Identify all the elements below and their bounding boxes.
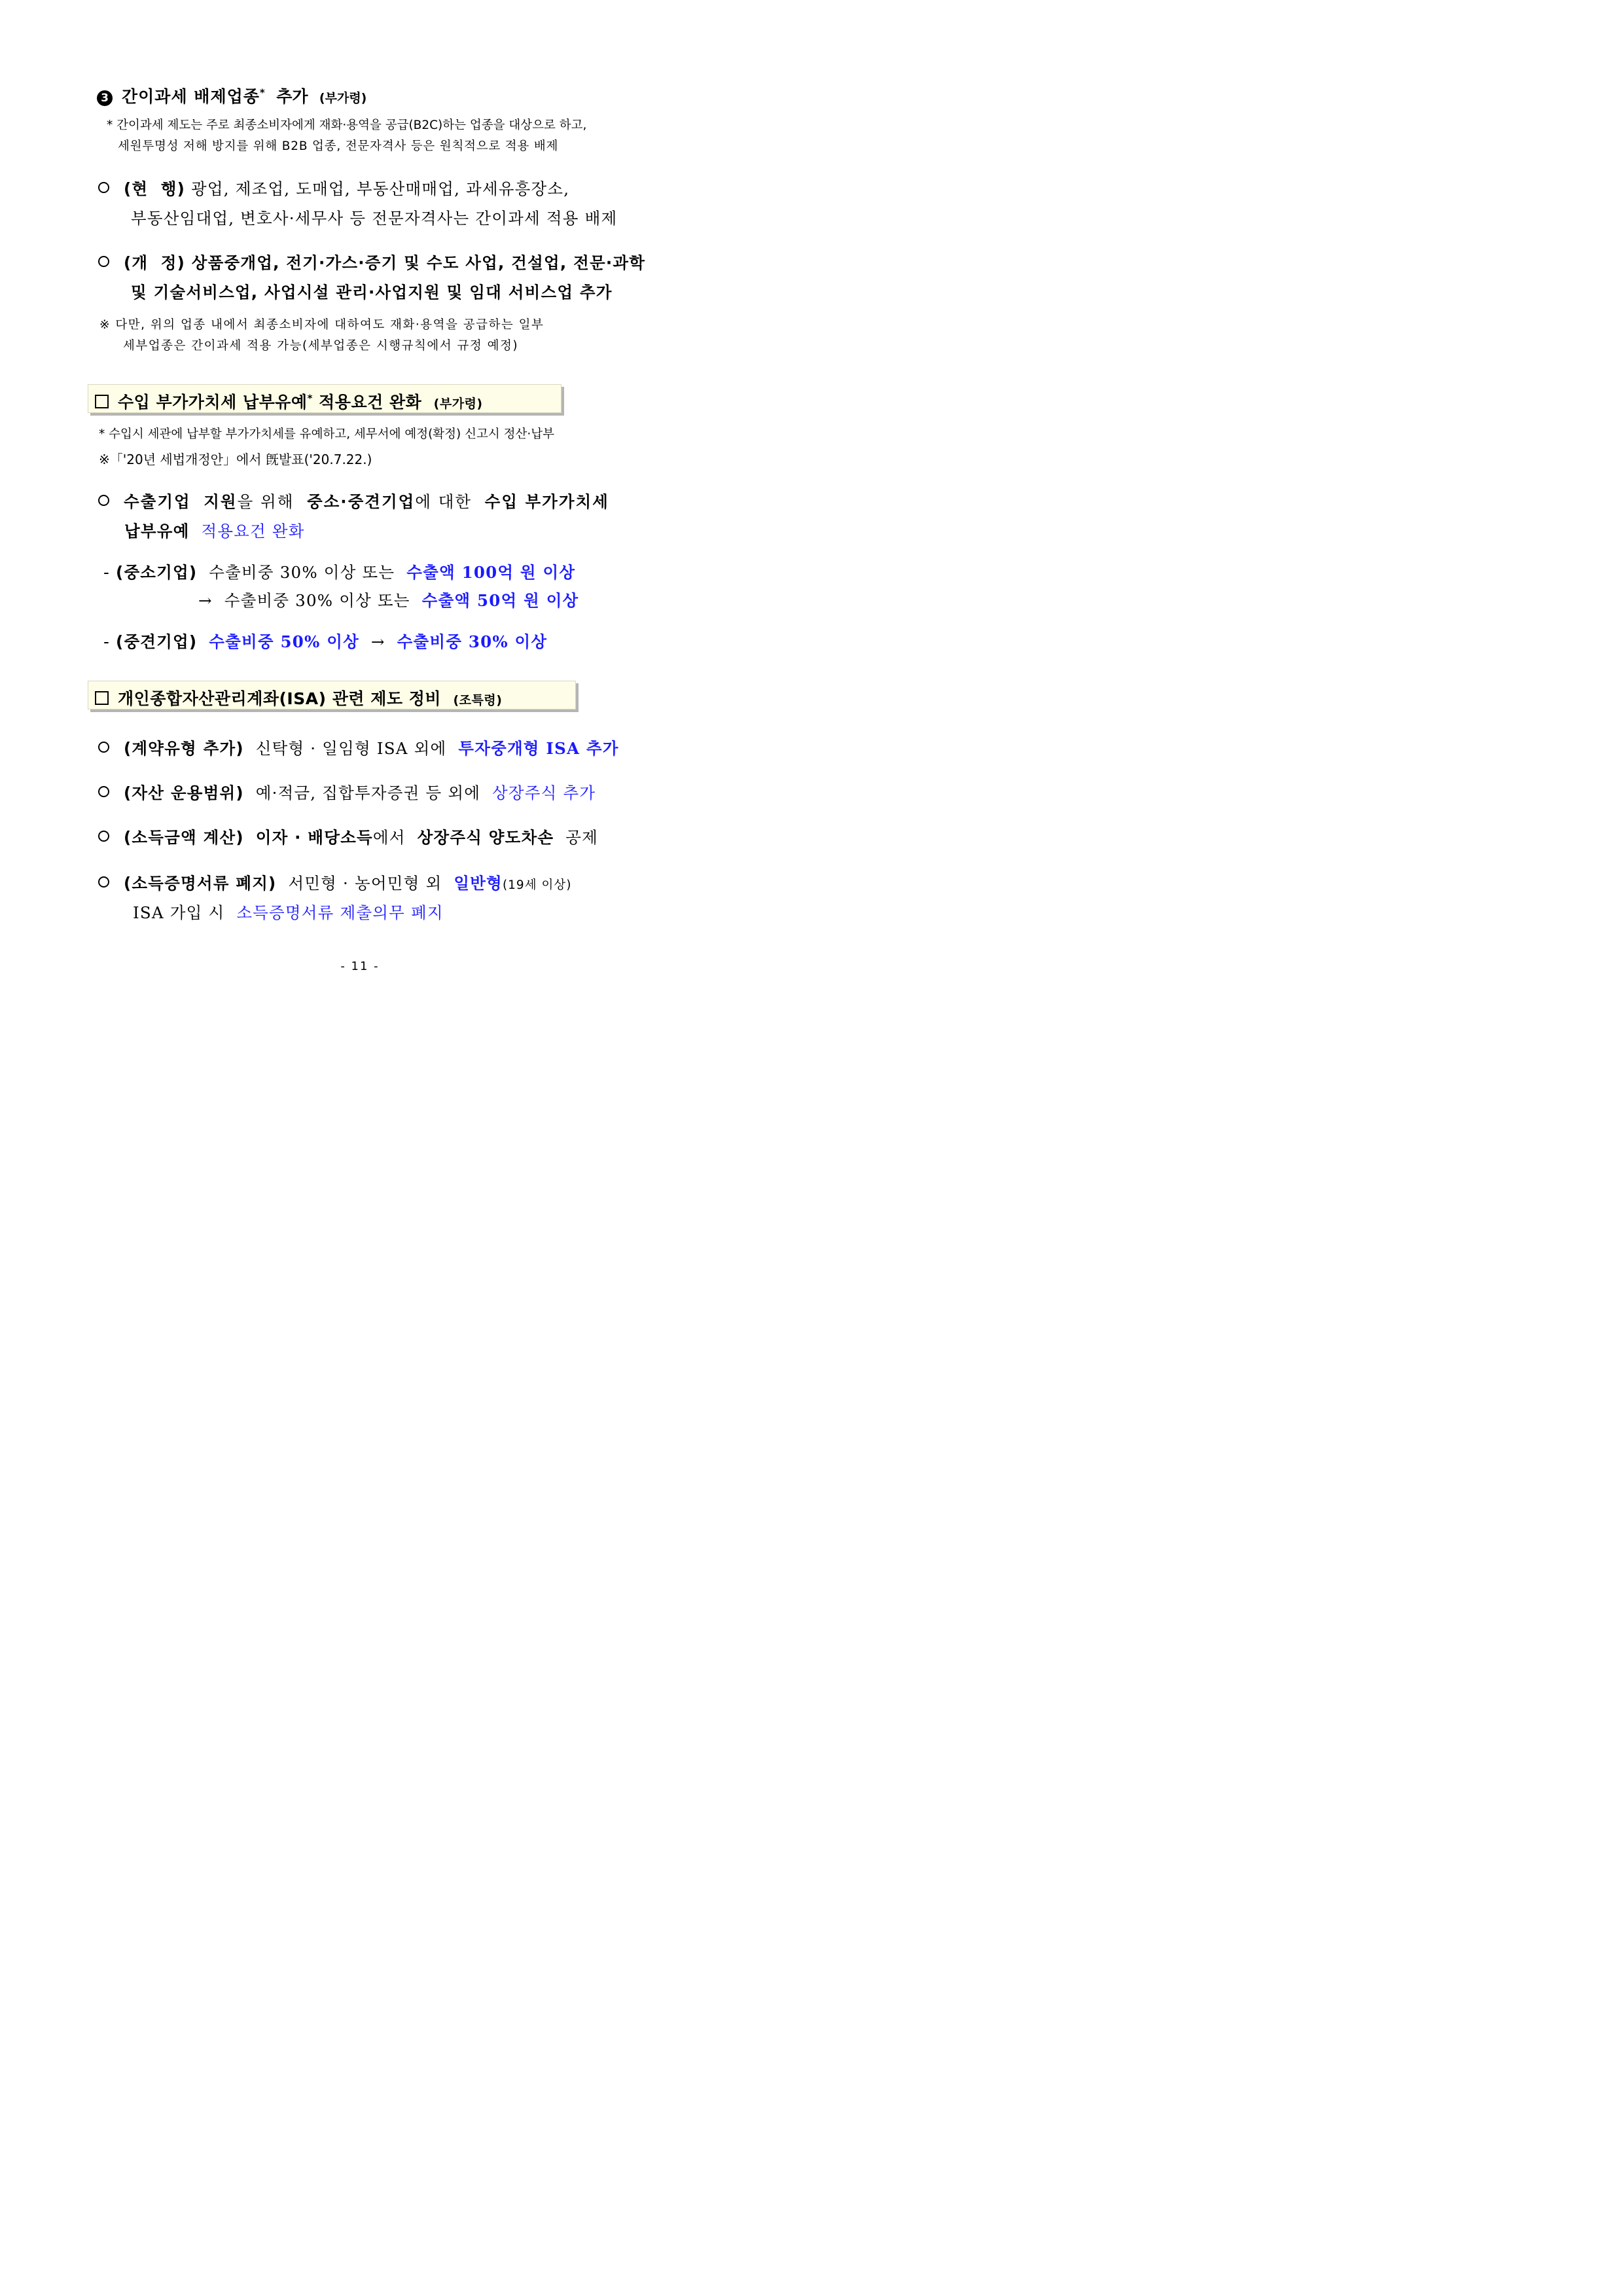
- sec3-current-line1: [98, 177, 569, 200]
- section-3-ref: (부가령): [319, 91, 367, 105]
- text: 수출비중 30% 이상 또는: [209, 563, 395, 582]
- text: 수출비중 30% 이상 또는: [224, 591, 410, 610]
- section-3-add: 추가: [276, 87, 308, 106]
- sec3-note-line1: * 간이과세 제도는 주로 최종소비자에게 재화·용역을 공급(B2C)하는 업종을 대상으로 하고,: [107, 118, 587, 132]
- arrow-icon: →: [198, 591, 213, 610]
- bullet-icon: [98, 256, 109, 267]
- bullet-icon: [98, 182, 109, 193]
- text-blue: 투자중개형 ISA 추가: [458, 739, 619, 758]
- page-number: - 11 -: [340, 960, 380, 973]
- import-note1: * 수입시 세관에 납부할 부가가치세를 유예하고, 세무서에 예정(확정) 신고시 정산·납부: [99, 427, 554, 441]
- text-blue: 소득증명서류 제출의무 폐지: [236, 903, 444, 922]
- text-small: (19세 이상): [502, 878, 572, 892]
- text-bold: 중소·중견기업: [306, 492, 416, 511]
- isa-item1: [98, 736, 619, 759]
- sme-label: (중소기업): [116, 563, 198, 582]
- bullet-icon: [98, 742, 109, 753]
- revised-text: 상품중개업, 전기·가스·증기 및 수도 사업, 건설업, 전문·과학: [191, 253, 646, 272]
- isa-item4-line1: [98, 871, 571, 894]
- text: 에서: [372, 828, 406, 847]
- text-blue: 수출액 100억 원 이상: [406, 563, 576, 582]
- text-bold: (자산 운용범위): [124, 783, 244, 802]
- text: 예·적금, 집합투자증권 등 외에: [255, 783, 481, 802]
- sec3-current-line2: 부동산임대업, 변호사·세무사 등 전문자격사는 간이과세 적용 배제: [131, 209, 618, 228]
- isa-item2: [98, 781, 596, 804]
- isa-item3: [98, 825, 598, 848]
- sme-line1: - (중소기업) 수출비중 30% 이상 또는 수출액 100억 원 이상: [103, 563, 576, 582]
- text-blue: 수출액 50억 원 이상: [421, 591, 579, 610]
- text-bold: 납부유예: [124, 522, 190, 541]
- section-number-badge: 3: [97, 90, 113, 106]
- text-blue: 수출비중 30% 이상: [397, 632, 548, 651]
- text-bold: (소득증명서류 폐지): [124, 874, 277, 893]
- isa-section-header: [88, 681, 576, 709]
- mid-label: (중견기업): [116, 632, 198, 651]
- revised-label: (개 정): [124, 253, 185, 272]
- text-bold: (소득금액 계산): [124, 828, 244, 847]
- import-vat-title: 수입 부가가치세 납부유예: [118, 393, 308, 412]
- section-3-title: 간이과세 배제업종: [122, 87, 260, 106]
- text: 서민형 · 농어민형 외: [288, 874, 442, 893]
- text-bold: 이자 · 배당소득: [255, 828, 373, 847]
- text: 에 대한: [415, 492, 473, 511]
- text-bold: 상장주식 양도차손: [417, 828, 554, 847]
- text-blue: 일반형: [454, 874, 503, 893]
- checkbox-square-icon: [95, 395, 109, 408]
- text-bold: 수출기업: [124, 492, 191, 511]
- bullet-icon: [98, 831, 109, 842]
- text-bold: (계약유형 추가): [124, 739, 244, 758]
- sec3-revised-line2: 및 기술서비스업, 사업시설 관리·사업지원 및 임대 서비스업 추가: [131, 283, 613, 302]
- mid-line: - (중견기업) 수출비중 50% 이상 → 수출비중 30% 이상: [103, 632, 548, 651]
- import-item-line1: [98, 490, 609, 512]
- current-text: 광업, 제조업, 도매업, 부동산매매업, 과세유흥장소,: [191, 179, 570, 198]
- footnote-star: *: [259, 86, 265, 99]
- bullet-icon: [98, 495, 109, 506]
- text: 신탁형 · 일임형 ISA 외에: [255, 739, 447, 758]
- sec3-proviso-line2: 세부업종은 간이과세 적용 가능(세부업종은 시행규칙에서 규정 예정): [123, 339, 519, 353]
- import-vat-section-header: [88, 384, 562, 413]
- sec3-proviso-line1: ※ 다만, 위의 업종 내에서 최종소비자에 대하여도 재화·용역을 공급하는 일부: [99, 318, 544, 332]
- import-note2: ※「'20년 세법개정안」에서 旣발표('20.7.22.): [99, 452, 372, 467]
- import-vat-ref: (부가령): [433, 397, 483, 411]
- text-blue: 수출비중 50% 이상: [209, 632, 359, 651]
- import-item-line2: [124, 519, 305, 542]
- text-blue: 적용요건 완화: [201, 522, 305, 541]
- sec3-revised-line1: [98, 251, 645, 274]
- section-3-heading: [97, 84, 366, 107]
- text-bold: 지원: [204, 492, 238, 511]
- sme-line2: [198, 588, 579, 611]
- bullet-icon: [98, 876, 109, 888]
- footnote-star: *: [307, 392, 313, 404]
- text: 공제: [565, 828, 598, 847]
- isa-ref: (조특령): [453, 693, 503, 708]
- checkbox-square-icon: [95, 691, 109, 705]
- text-bold: 수입 부가가치세: [484, 492, 609, 511]
- text: 을 위해: [237, 492, 294, 511]
- text: ISA 가입 시: [133, 903, 225, 922]
- current-label: (현 행): [124, 179, 185, 198]
- isa-item4-line2: [133, 901, 444, 924]
- bullet-icon: [98, 786, 109, 797]
- import-vat-title2: 적용요건 완화: [319, 393, 422, 412]
- text-blue: 상장주식 추가: [492, 783, 596, 802]
- sec3-note-line2: 세원투명성 저해 방지를 위해 B2B 업종, 전문자격사 등은 원칙적으로 적용 배제: [118, 139, 559, 153]
- isa-title: 개인종합자산관리계좌(ISA) 관련 제도 정비: [118, 689, 442, 708]
- arrow-icon: →: [370, 632, 385, 651]
